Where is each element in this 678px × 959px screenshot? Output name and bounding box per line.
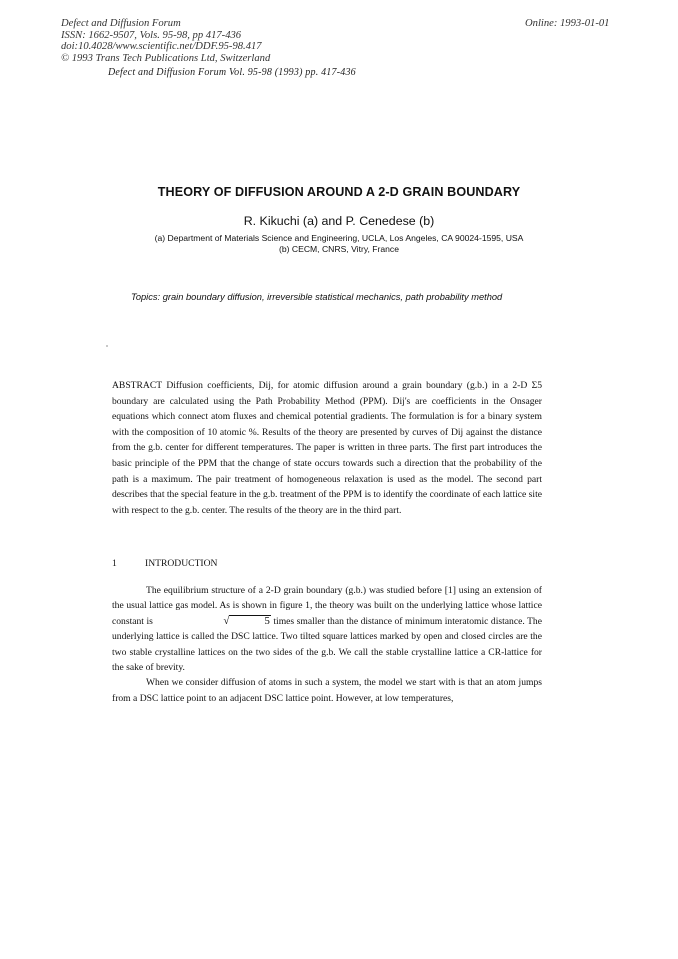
affiliation-a: (a) Department of Materials Science and Engineering, UCLA, Los Angeles, CA 90024-1595, USA bbox=[154, 233, 524, 243]
intro-paragraph-1 bbox=[112, 583, 542, 675]
copyright-line: © 1993 Trans Tech Publications Ltd, Switzerland bbox=[61, 52, 271, 64]
affiliation-b: (b) CECM, CNRS, Vitry, France bbox=[278, 244, 399, 254]
intro-paragraph-2: When we consider diffusion of atoms in such a system, the model we start with is that an atom jumps from a DSC lattice point to an adjacent DSC lattice point. However, at low temperatures, bbox=[112, 677, 542, 704]
section-title: INTRODUCTION bbox=[145, 558, 218, 569]
abstract-text: Diffusion coefficients, Dij, for atomic diffusion around a grain boundary (g.b.) in a 2-D Σ5 boundary are calculated using the Path Probability Method (PPM). Dij's are coefficients in the Onsager equations which connect atom fluxes and chemical potential gradients. The formulation is for a binary system with the composition of 10 atomic %. Results of the theory are presented by curves of Dij against the distance from the g.b. center for different temperatures. The paper is written in three parts. The first part introduces the basic principle of the PPM that the change of state occurs towards such a direction that the probability of the path is a maximum. The pair treatment of homogeneous relaxation is used as the model. The second part describes that the special feature in the g.b. treatment of the PPM is to identify the coordinate of each lattice site with respect to the g.b. center. The results of the theory are in the third part. bbox=[112, 380, 543, 516]
online-date: Online: 1993-01-01 bbox=[525, 18, 610, 29]
topics-text: grain boundary diffusion, irreversible statistical mechanics, path probability method bbox=[162, 292, 503, 302]
running-head-cutoff: Defect and Diffusion Forum Vol. 95-98 (1993) pp. 417-436 bbox=[108, 67, 356, 78]
abstract-label: ABSTRACT bbox=[112, 380, 162, 391]
topics-line bbox=[131, 292, 502, 302]
intro-p1-part1: The equilibrium structure of a 2-D grain boundary (g.b.) was studied before [1] using an extension of the usual lattice gas model. As is shown in figure 1, the theory was built on the underlying lattice whose lattice constant is bbox=[112, 585, 542, 627]
introduction-body bbox=[112, 583, 542, 706]
topics-label: Topics: bbox=[131, 292, 161, 302]
section-number: 1 bbox=[112, 558, 117, 569]
citation-header bbox=[61, 18, 270, 64]
intro-p1-part2: times smaller than the distance of minimum interatomic distance. The underlying lattice is called the DSC lattice. Two tilted square lattices marked by open and closed circles are the two stable crystalline lattices on the two sides of the g.b. We call the stable crystalline lattice a CR-lattice for the sake of brevity. bbox=[112, 615, 542, 674]
sqrt-argument: 5 bbox=[229, 615, 271, 626]
sqrt-sign-icon: √ bbox=[223, 614, 230, 627]
journal-name: Defect and Diffusion Forum bbox=[61, 18, 181, 29]
scan-speck bbox=[106, 345, 108, 347]
sqrt-expression bbox=[155, 614, 271, 629]
issn-line: ISSN: 1662-9507, Vols. 95-98, pp 417-436 bbox=[61, 29, 242, 41]
doi-line: doi:10.4028/www.scientific.net/DDF.95-98.417 bbox=[61, 41, 262, 53]
paper-authors: R. Kikuchi (a) and P. Cenedese (b) bbox=[243, 214, 435, 228]
abstract-block bbox=[112, 378, 542, 518]
paper-title: THEORY OF DIFFUSION AROUND A 2-D GRAIN BOUNDARY bbox=[157, 185, 521, 199]
